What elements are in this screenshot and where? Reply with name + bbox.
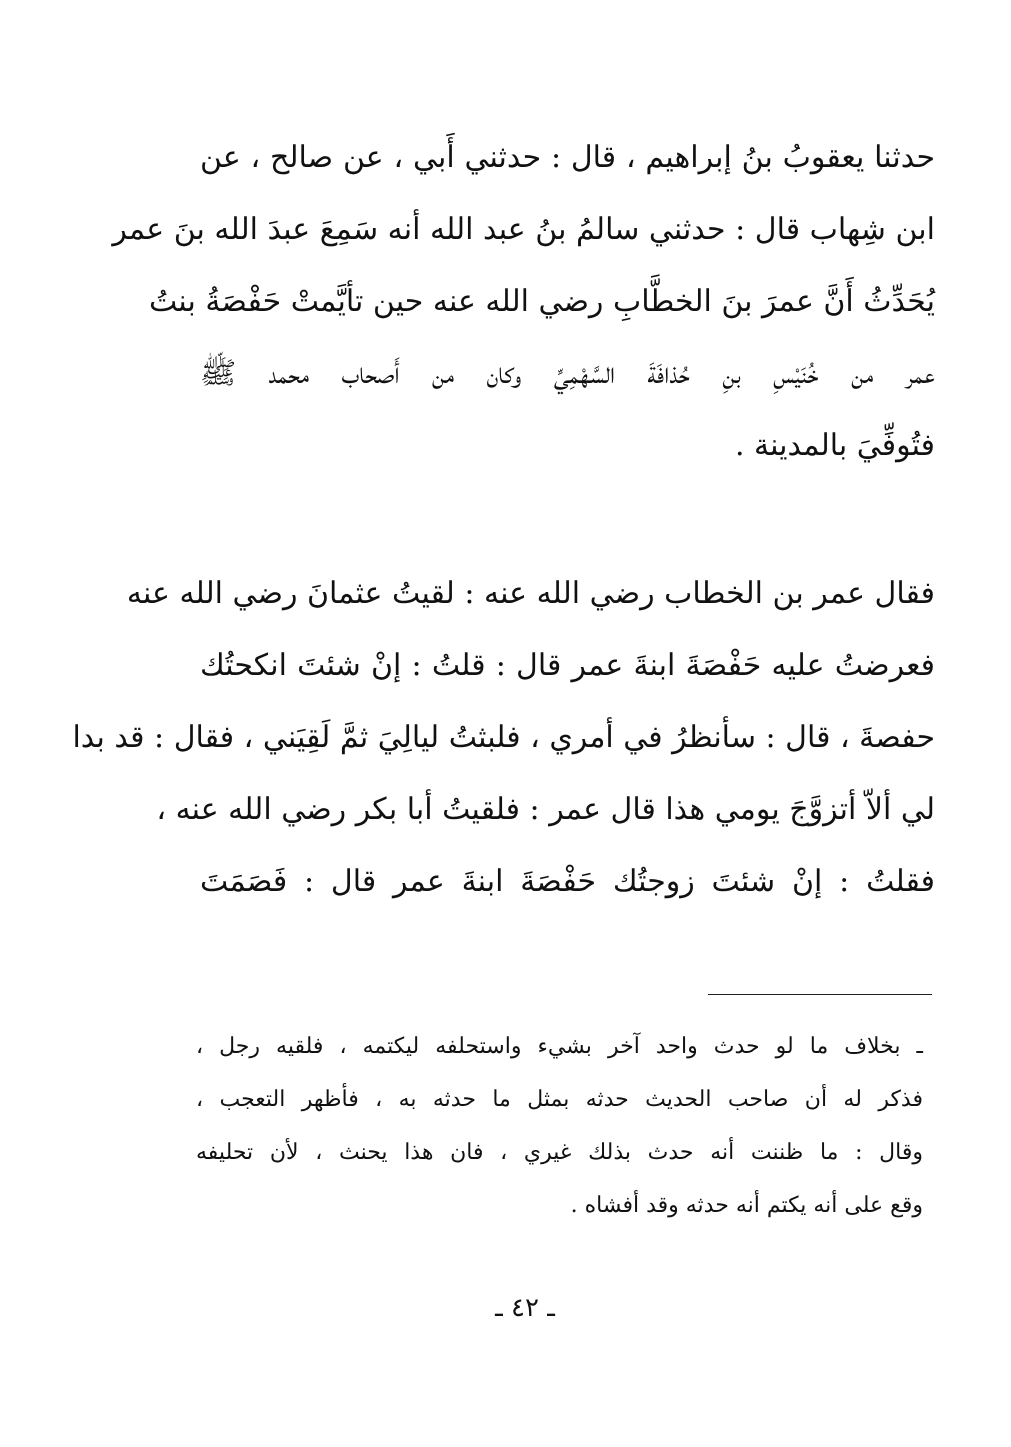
text-line: فقلتُ : إنْ شئتَ زوجتُك حَفْصَةَ ابنةَ عمر قال : فَصَمَتَ [200,864,935,899]
footnote-line: فذكر له أن صاحب الحديث حدثه بمثل ما حدثه به ، فأظهر التعجب ، [196,1087,923,1112]
text-line: حفصةَ ، قال : سأنظرُ في أمري ، فلبثتُ ليالِيَ ثمَّ لَقِيَني ، فقال : قد بدا [72,720,935,755]
footnote-divider [708,994,932,995]
paragraph-1 [112,122,935,482]
text-line: فتُوفِّيَ بالمدينة . [734,428,935,463]
text-line: حدثنا يعقوبُ بنُ إبراهيم ، قال : حدثني أَبي ، عن صالح ، عن [200,140,935,175]
text-line: فعرضتُ عليه حَفْصَةَ ابنةَ عمر قال : قلتُ : إنْ شئتَ انكحتُك [200,648,935,683]
paragraph-2 [72,558,935,918]
footnote [196,1020,923,1232]
footnote-line: وقع على أنه يكتم أنه حدثه وقد أفشاه . [570,1193,923,1218]
footnote-line: ـ بخلاف ما لو حدث واحد آخر بشيء واستحلفه ليكتمه ، فلقيه رجل ، [196,1034,923,1059]
footnote-line: وقال : ما ظننت أنه حدث بذلك غيري ، فان هذا يحنث ، لأن تحليفه [196,1140,923,1165]
text-line: ابن شِهاب قال : حدثني سالمُ بنُ عبد الله أنه سَمِعَ عبدَ الله بنَ عمر [112,212,935,247]
text-line: لي ألاّ أتزوَّجَ يومي هذا قال عمر : فلقيتُ أبا بكر رضي الله عنه ، [156,792,935,827]
text-line: يُحَدِّثُ أَنَّ عمرَ بنَ الخطَّابِ رضي الله عنه حين تأيَّمتْ حَفْصَةُ بنتُ [148,284,935,319]
text-line: فقال عمر بن الخطاب رضي الله عنه : لقيتُ عثمانَ رضي الله عنه [126,576,935,611]
page-number: ـ ٤٢ ـ [495,1293,555,1323]
text-line: عمر من خُنَيْسِ بنِ حُذافَةَ السَّهْمِيِّ وكان من أَصحاب محمد ﷺ [200,356,935,391]
